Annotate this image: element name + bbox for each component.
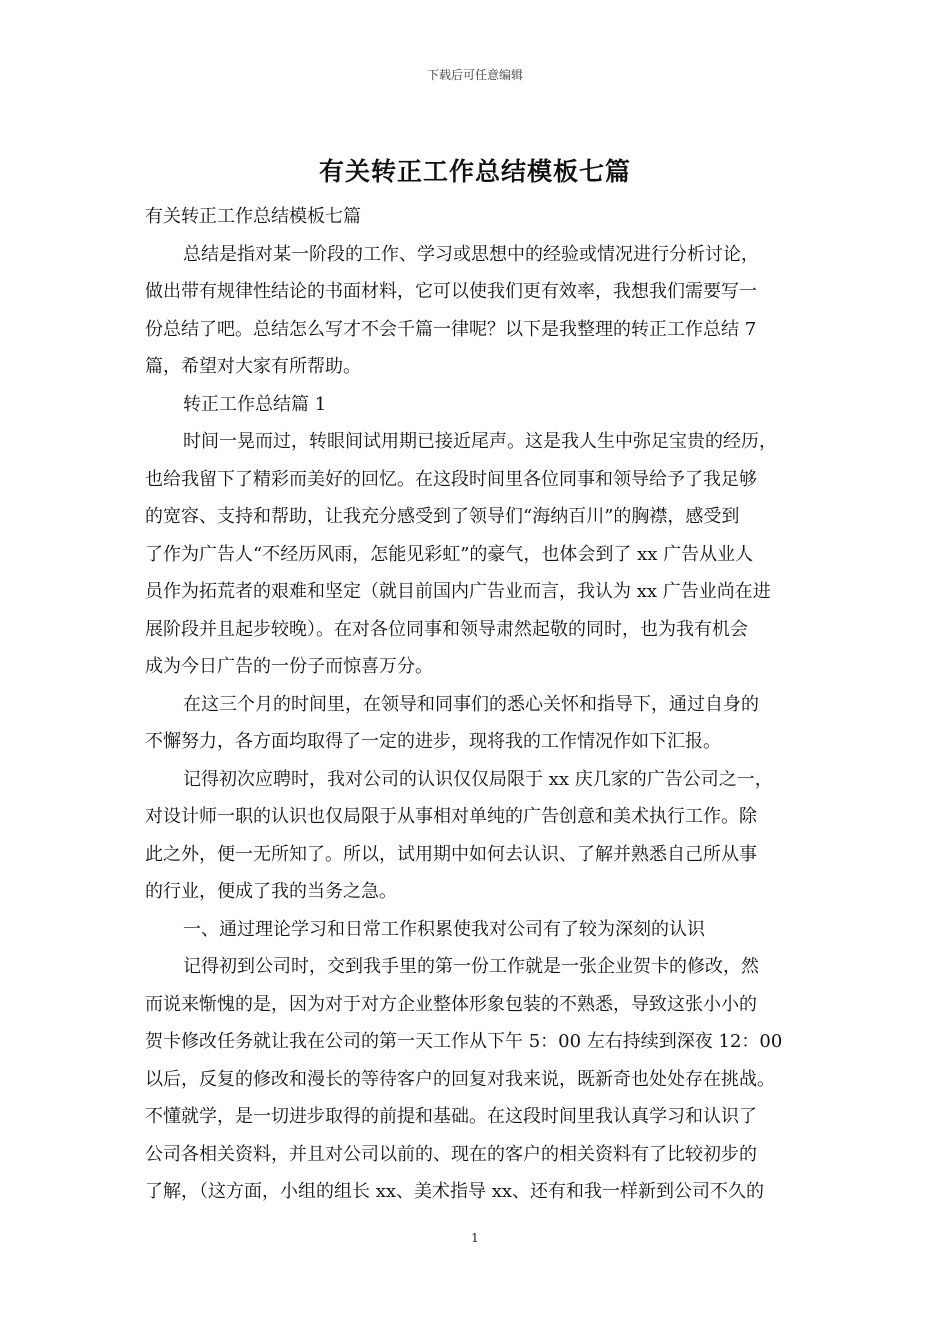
page-number: 1: [471, 1231, 479, 1245]
text-line: 贺卡修改任务就让我在公司的第一天工作从下午 5：00 左右持续到深夜 12：00: [145, 1031, 783, 1052]
document-title: 有关转正工作总结模板七篇: [318, 157, 631, 186]
text-line: 了解，（这方面，小组的组长 xx、美术指导 xx、还有和我一样新到公司不久的: [145, 1181, 765, 1202]
text-line: 的行业，便成了我的当务之急。: [145, 881, 397, 902]
text-line: 对设计师一职的认识也仅局限于从事相对单纯的广告创意和美术执行工作。除: [145, 806, 757, 827]
text-line: 也给我留下了精彩而美好的回忆。在这段时间里各位同事和领导给予了我足够: [145, 468, 757, 490]
text-line: 份总结了吧。总结怎么写才不会千篇一律呢？以下是我整理的转正工作总结 7: [145, 318, 757, 340]
text-line: 展阶段并且起步较晚）。在对各位同事和领导肃然起敬的同时，也为我有机会: [145, 618, 748, 640]
text-line: 不懈努力，各方面均取得了一定的进步，现将我的工作情况作如下汇报。: [145, 731, 721, 752]
text-line: 记得初到公司时，交到我手里的第一份工作就是一张企业贺卡的修改，然: [183, 956, 759, 977]
text-line: 而说来惭愧的是，因为对于对方企业整体形象包装的不熟悉，导致这张小小的: [145, 993, 757, 1015]
text-line: 在这三个月的时间里，在领导和同事们的悉心关怀和指导下，通过自身的: [183, 693, 759, 715]
document-body: [145, 198, 821, 1211]
text-line: 一、通过理论学习和日常工作积累使我对公司有了较为深刻的认识: [183, 918, 705, 940]
text-line: 时间一晃而过，转眼间试用期已接近尾声。这是我人生中弥足宝贵的经历，: [183, 431, 777, 452]
text-line: 总结是指对某一阶段的工作、学习或思想中的经验或情况进行分析讨论，: [183, 243, 759, 265]
page-header: 下载后可任意编辑: [426, 68, 523, 82]
text-line: 有关转正工作总结模板七篇: [145, 206, 361, 227]
text-line: 的宽容、支持和帮助，让我充分感受到了领导们“海纳百川”的胸襟，感受到: [145, 506, 740, 527]
text-line: 员作为拓荒者的艰难和坚定（就目前国内广告业而言，我认为 xx 广告业尚在进: [145, 581, 771, 602]
text-line: 以后，反复的修改和漫长的等待客户的回复对我来说，既新奇也处处存在挑战。: [145, 1068, 775, 1090]
text-line: 此之外，便一无所知了。所以，试用期中如何去认识、了解并熟悉自己所从事: [145, 843, 757, 865]
text-line: 转正工作总结篇 1: [183, 393, 327, 415]
text-line: 了作为广告人“不经历风雨，怎能见彩虹”的豪气，也体会到了 xx 广告从业人: [145, 543, 754, 565]
text-line: 不懂就学，是一切进步取得的前提和基础。在这段时间里我认真学习和认识了: [145, 1106, 757, 1127]
text-line: 篇，希望对大家有所帮助。: [145, 356, 361, 377]
text-line: 做出带有规律性结论的书面材料，它可以使我们更有效率，我想我们需要写一: [145, 281, 757, 302]
text-line: 成为今日广告的一份子而惊喜万分。: [145, 656, 433, 677]
text-line: 公司各相关资料，并且对公司以前的、现在的客户的相关资料有了比较初步的: [145, 1143, 757, 1165]
text-line: 记得初次应聘时，我对公司的认识仅仅局限于 xx 庆几家的广告公司之一，: [183, 768, 773, 790]
